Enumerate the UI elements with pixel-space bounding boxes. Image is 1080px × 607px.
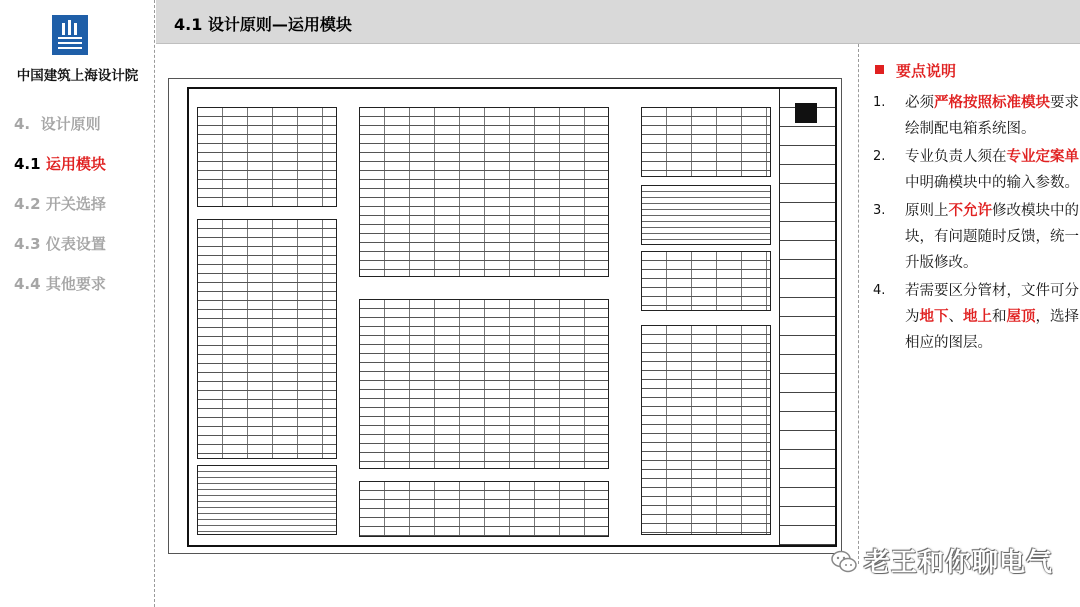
drawing-table — [197, 107, 337, 207]
key-points-panel — [858, 44, 1080, 564]
watermark — [830, 540, 1070, 580]
left-panel — [0, 0, 155, 607]
drawing-notes — [641, 185, 771, 245]
org-name: 中国建筑上海设计院 — [16, 68, 139, 84]
nav-item-switch-selection[interactable]: 4.2 开关选择 — [14, 195, 106, 213]
drawing-logo-mark — [795, 103, 817, 123]
bullet-square-icon — [875, 65, 884, 74]
wechat-icon — [830, 548, 858, 576]
key-points-list — [873, 90, 1079, 358]
nav-item-other-requirements[interactable]: 4.4 其他要求 — [14, 275, 106, 293]
nav-item-modules[interactable]: 4.1 运用模块 — [14, 155, 106, 173]
drawing-title-block — [779, 89, 835, 545]
slide-header — [156, 0, 1080, 44]
key-point-item: 1. 必须严格按照标准模块要求绘制配电箱系统图。 — [873, 95, 1079, 137]
key-point-item: 2. 专业负责人须在专业定案单中明确模块中的输入参数。 — [873, 149, 1079, 191]
slide-title: 4.1 设计原则—运用模块 — [174, 15, 352, 34]
drawing-table — [359, 481, 609, 537]
nav-item-meter-settings[interactable]: 4.3 仪表设置 — [14, 235, 106, 253]
section-nav — [14, 114, 154, 314]
drawing-table — [359, 107, 609, 277]
drawing-table — [641, 107, 771, 177]
drawing-table — [641, 251, 771, 311]
nav-item-design-principles[interactable]: 4. 设计原则 — [14, 115, 101, 133]
key-point-item: 4. 若需要区分管材，文件可分为地下、地上和屋顶，选择相应的图层。 — [873, 283, 1079, 351]
drawing-table — [359, 299, 609, 469]
drawing-frame — [187, 87, 837, 547]
watermark-text: 老王和你聊电气 — [864, 548, 1054, 578]
cscec-logo — [52, 15, 88, 55]
drawing-notes — [197, 465, 337, 535]
drawing-table — [641, 325, 771, 535]
drawing-table — [197, 219, 337, 459]
key-points-title: 要点说明 — [875, 60, 956, 81]
cad-drawing-image — [168, 78, 842, 554]
key-point-item: 3. 原则上不允许修改模块中的块，有问题随时反馈，统一升版修改。 — [873, 203, 1079, 271]
